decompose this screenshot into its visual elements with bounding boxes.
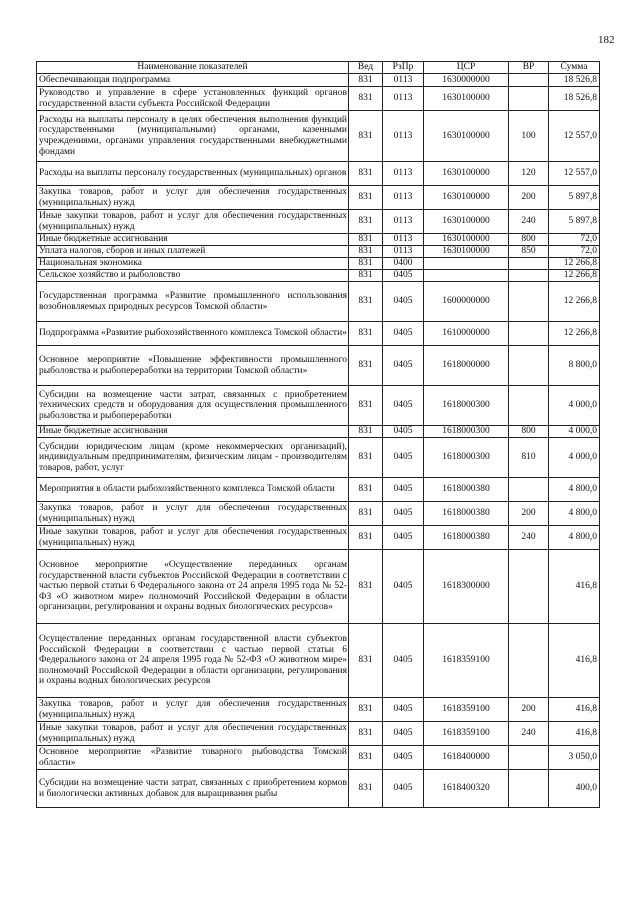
cell-vr: [509, 386, 549, 426]
cell-sum: 18 526,8: [549, 74, 600, 87]
cell-ved: 831: [349, 478, 383, 502]
cell-vr: [509, 770, 549, 808]
cell-rzpr: 0405: [383, 698, 424, 722]
cell-name: Основное мероприятие «Повышение эффективности промышленного рыболовства и рыбопереработки на территории Томской области»: [37, 346, 349, 386]
cell-rzpr: 0405: [383, 624, 424, 698]
cell-name: Иные закупки товаров, работ и услуг для обеспечения государственных (муниципальных) нужд: [37, 210, 349, 234]
table-row: [37, 270, 600, 282]
cell-sum: 4 800,0: [549, 502, 600, 526]
cell-name: Основное мероприятие «Осуществление переданных органам государственной власти субъектов Российской Федерации в соответствии с частью первой статьи 6 Федерального закона от 24 апреля 1995 года № 52-ФЗ «О животном мире» полномочий Российской Федерации в области организации, регулирования и охраны водных биологических ресурсов»: [37, 550, 349, 624]
cell-ved: 831: [349, 322, 383, 346]
cell-name: Обеспечивающая подпрограмма: [37, 74, 349, 87]
table-row: [37, 550, 600, 624]
cell-name: Закупка товаров, работ и услуг для обеспечения государственных (муниципальных) нужд: [37, 186, 349, 210]
cell-csr: 1630100000: [424, 87, 509, 111]
table-row: [37, 346, 600, 386]
cell-vr: [509, 87, 549, 111]
cell-csr: 1618400000: [424, 746, 509, 770]
cell-name: Субсидии юридическим лицам (кроме некоммерческих организаций), индивидуальным предпринимателям, физическим лицам - производителям товаров, работ, услуг: [37, 438, 349, 478]
cell-vr: 100: [509, 111, 549, 162]
cell-sum: 18 526,8: [549, 87, 600, 111]
table-row: [37, 210, 600, 234]
cell-sum: 416,8: [549, 624, 600, 698]
cell-csr: 1618400320: [424, 770, 509, 808]
cell-rzpr: 0405: [383, 426, 424, 438]
cell-name: Иные закупки товаров, работ и услуг для обеспечения государственных (муниципальных) нужд: [37, 722, 349, 746]
cell-csr: 1618000300: [424, 438, 509, 478]
table-row: [37, 526, 600, 550]
header-rzpr: РзПр: [383, 62, 424, 74]
cell-sum: 12 266,8: [549, 282, 600, 322]
cell-csr: 1630100000: [424, 162, 509, 186]
cell-csr: 1618000300: [424, 386, 509, 426]
cell-vr: 800: [509, 426, 549, 438]
cell-sum: 12 557,0: [549, 111, 600, 162]
cell-vr: [509, 478, 549, 502]
cell-rzpr: 0113: [383, 246, 424, 258]
cell-ved: 831: [349, 234, 383, 246]
cell-ved: 831: [349, 746, 383, 770]
cell-ved: 831: [349, 550, 383, 624]
cell-sum: 4 000,0: [549, 426, 600, 438]
cell-sum: 400,0: [549, 770, 600, 808]
cell-vr: [509, 322, 549, 346]
cell-name: Иные бюджетные ассигнования: [37, 234, 349, 246]
cell-ved: 831: [349, 770, 383, 808]
cell-ved: 831: [349, 346, 383, 386]
header-vr: ВР: [509, 62, 549, 74]
cell-sum: 416,8: [549, 698, 600, 722]
cell-ved: 831: [349, 502, 383, 526]
cell-name: Субсидии на возмещение части затрат, связанных с приобретением технических средств и оборудования для осуществления промышленного рыболовства и рыбопереработки: [37, 386, 349, 426]
table-row: [37, 282, 600, 322]
cell-rzpr: 0405: [383, 438, 424, 478]
cell-name: Иные бюджетные ассигнования: [37, 426, 349, 438]
cell-sum: 416,8: [549, 550, 600, 624]
cell-ved: 831: [349, 246, 383, 258]
cell-name: Уплата налогов, сборов и иных платежей: [37, 246, 349, 258]
cell-name: Субсидии на возмещение части затрат, связанных с приобретением кормов и биологически активных добавок для выращивания рыбы: [37, 770, 349, 808]
cell-rzpr: 0113: [383, 87, 424, 111]
cell-sum: 4 000,0: [549, 438, 600, 478]
cell-vr: 800: [509, 234, 549, 246]
cell-name: Подпрограмма «Развитие рыбохозяйственного комплекса Томской области»: [37, 322, 349, 346]
cell-vr: 240: [509, 722, 549, 746]
cell-rzpr: 0113: [383, 234, 424, 246]
table-body: [37, 74, 600, 808]
cell-sum: 3 050,0: [549, 746, 600, 770]
cell-vr: [509, 282, 549, 322]
cell-csr: 1630100000: [424, 234, 509, 246]
page-number: 182: [598, 34, 615, 46]
cell-rzpr: 0405: [383, 282, 424, 322]
table-row: [37, 322, 600, 346]
cell-sum: 416,8: [549, 722, 600, 746]
cell-rzpr: 0405: [383, 502, 424, 526]
cell-vr: [509, 270, 549, 282]
cell-vr: 240: [509, 210, 549, 234]
cell-rzpr: 0405: [383, 770, 424, 808]
cell-csr: 1630100000: [424, 186, 509, 210]
cell-csr: 1630000000: [424, 74, 509, 87]
cell-csr: [424, 258, 509, 270]
cell-sum: 72,0: [549, 246, 600, 258]
cell-name: Государственная программа «Развитие промышленного использования возобновляемых природных ресурсов Томской области»: [37, 282, 349, 322]
header-sum: Сумма: [549, 62, 600, 74]
table-row: [37, 478, 600, 502]
table-row: [37, 770, 600, 808]
table-row: [37, 74, 600, 87]
header-ved: Вед: [349, 62, 383, 74]
cell-sum: 12 557,0: [549, 162, 600, 186]
cell-sum: 72,0: [549, 234, 600, 246]
cell-vr: [509, 746, 549, 770]
cell-name: Расходы на выплаты персоналу государственных (муниципальных) органов: [37, 162, 349, 186]
cell-ved: 831: [349, 624, 383, 698]
cell-ved: 831: [349, 186, 383, 210]
table-row: [37, 722, 600, 746]
cell-sum: 4 800,0: [549, 526, 600, 550]
table-row: [37, 87, 600, 111]
cell-csr: 1618000380: [424, 502, 509, 526]
cell-csr: 1618359100: [424, 722, 509, 746]
table-header-row: [37, 62, 600, 74]
cell-csr: 1618000300: [424, 426, 509, 438]
cell-ved: 831: [349, 210, 383, 234]
header-csr: ЦСР: [424, 62, 509, 74]
cell-name: Закупка товаров, работ и услуг для обеспечения государственных (муниципальных) нужд: [37, 698, 349, 722]
cell-name: Иные закупки товаров, работ и услуг для обеспечения государственных (муниципальных) нужд: [37, 526, 349, 550]
cell-csr: [424, 270, 509, 282]
cell-csr: 1600000000: [424, 282, 509, 322]
table-row: [37, 502, 600, 526]
cell-name: Руководство и управление в сфере установленных функций органов государственной власти субъекта Российской Федерации: [37, 87, 349, 111]
cell-vr: [509, 258, 549, 270]
cell-ved: 831: [349, 162, 383, 186]
cell-ved: 831: [349, 426, 383, 438]
budget-table: [36, 61, 600, 808]
cell-vr: 200: [509, 186, 549, 210]
table-row: [37, 162, 600, 186]
cell-ved: 831: [349, 282, 383, 322]
cell-sum: 4 000,0: [549, 386, 600, 426]
cell-csr: 1618000380: [424, 478, 509, 502]
table-row: [37, 386, 600, 426]
cell-sum: 12 266,8: [549, 322, 600, 346]
cell-rzpr: 0113: [383, 111, 424, 162]
cell-name: Основное мероприятие «Развитие товарного рыбоводства Томской области»: [37, 746, 349, 770]
cell-ved: 831: [349, 526, 383, 550]
cell-rzpr: 0405: [383, 526, 424, 550]
table-row: [37, 698, 600, 722]
table-row: [37, 426, 600, 438]
table-row: [37, 111, 600, 162]
cell-rzpr: 0113: [383, 210, 424, 234]
cell-name: Закупка товаров, работ и услуг для обеспечения государственных (муниципальных) нужд: [37, 502, 349, 526]
cell-csr: 1618359100: [424, 698, 509, 722]
cell-rzpr: 0405: [383, 550, 424, 624]
cell-csr: 1610000000: [424, 322, 509, 346]
cell-rzpr: 0405: [383, 386, 424, 426]
cell-csr: 1618300000: [424, 550, 509, 624]
cell-vr: [509, 624, 549, 698]
cell-csr: 1630100000: [424, 210, 509, 234]
table-row: [37, 186, 600, 210]
cell-rzpr: 0113: [383, 162, 424, 186]
cell-csr: 1630100000: [424, 246, 509, 258]
cell-csr: 1630100000: [424, 111, 509, 162]
cell-ved: 831: [349, 438, 383, 478]
cell-vr: [509, 346, 549, 386]
cell-sum: 5 897,8: [549, 210, 600, 234]
cell-rzpr: 0113: [383, 74, 424, 87]
cell-sum: 4 800,0: [549, 478, 600, 502]
cell-vr: 240: [509, 526, 549, 550]
cell-ved: 831: [349, 258, 383, 270]
cell-sum: 5 897,8: [549, 186, 600, 210]
cell-sum: 12 266,8: [549, 258, 600, 270]
header-name: Наименование показателей: [37, 62, 349, 74]
cell-ved: 831: [349, 87, 383, 111]
cell-ved: 831: [349, 386, 383, 426]
cell-csr: 1618359100: [424, 624, 509, 698]
cell-name: Мероприятия в области рыбохозяйственного комплекса Томской области: [37, 478, 349, 502]
cell-rzpr: 0405: [383, 346, 424, 386]
cell-csr: 1618000380: [424, 526, 509, 550]
cell-sum: 8 800,0: [549, 346, 600, 386]
cell-vr: [509, 550, 549, 624]
cell-name: Осуществление переданных органам государственной власти субъектов Российской Федерации в соответствии с частью первой статьи 6 Федерального закона от 24 апреля 1995 года № 52-ФЗ «О животном мире» полномочий Российской Федерации в области организации, регулирования и охраны водных биологических ресурсов: [37, 624, 349, 698]
cell-vr: 810: [509, 438, 549, 478]
cell-rzpr: 0400: [383, 258, 424, 270]
table-row: [37, 234, 600, 246]
cell-rzpr: 0405: [383, 322, 424, 346]
cell-rzpr: 0405: [383, 746, 424, 770]
cell-vr: [509, 74, 549, 87]
cell-vr: 850: [509, 246, 549, 258]
cell-ved: 831: [349, 270, 383, 282]
cell-name: Национальная экономика: [37, 258, 349, 270]
cell-ved: 831: [349, 698, 383, 722]
cell-rzpr: 0405: [383, 270, 424, 282]
cell-ved: 831: [349, 722, 383, 746]
table-row: [37, 258, 600, 270]
cell-vr: 200: [509, 502, 549, 526]
cell-vr: 200: [509, 698, 549, 722]
cell-ved: 831: [349, 74, 383, 87]
table-row: [37, 246, 600, 258]
cell-vr: 120: [509, 162, 549, 186]
cell-rzpr: 0405: [383, 722, 424, 746]
cell-name: Сельское хозяйство и рыболовство: [37, 270, 349, 282]
cell-sum: 12 266,8: [549, 270, 600, 282]
table-row: [37, 746, 600, 770]
table-row: [37, 624, 600, 698]
table-row: [37, 438, 600, 478]
cell-rzpr: 0405: [383, 478, 424, 502]
cell-name: Расходы на выплаты персоналу в целях обеспечения выполнения функций государственными (муниципальными) органами, казенными учреждениями, органами управления государственными внебюджетными фондами: [37, 111, 349, 162]
cell-csr: 1618000000: [424, 346, 509, 386]
cell-rzpr: 0113: [383, 186, 424, 210]
cell-ved: 831: [349, 111, 383, 162]
